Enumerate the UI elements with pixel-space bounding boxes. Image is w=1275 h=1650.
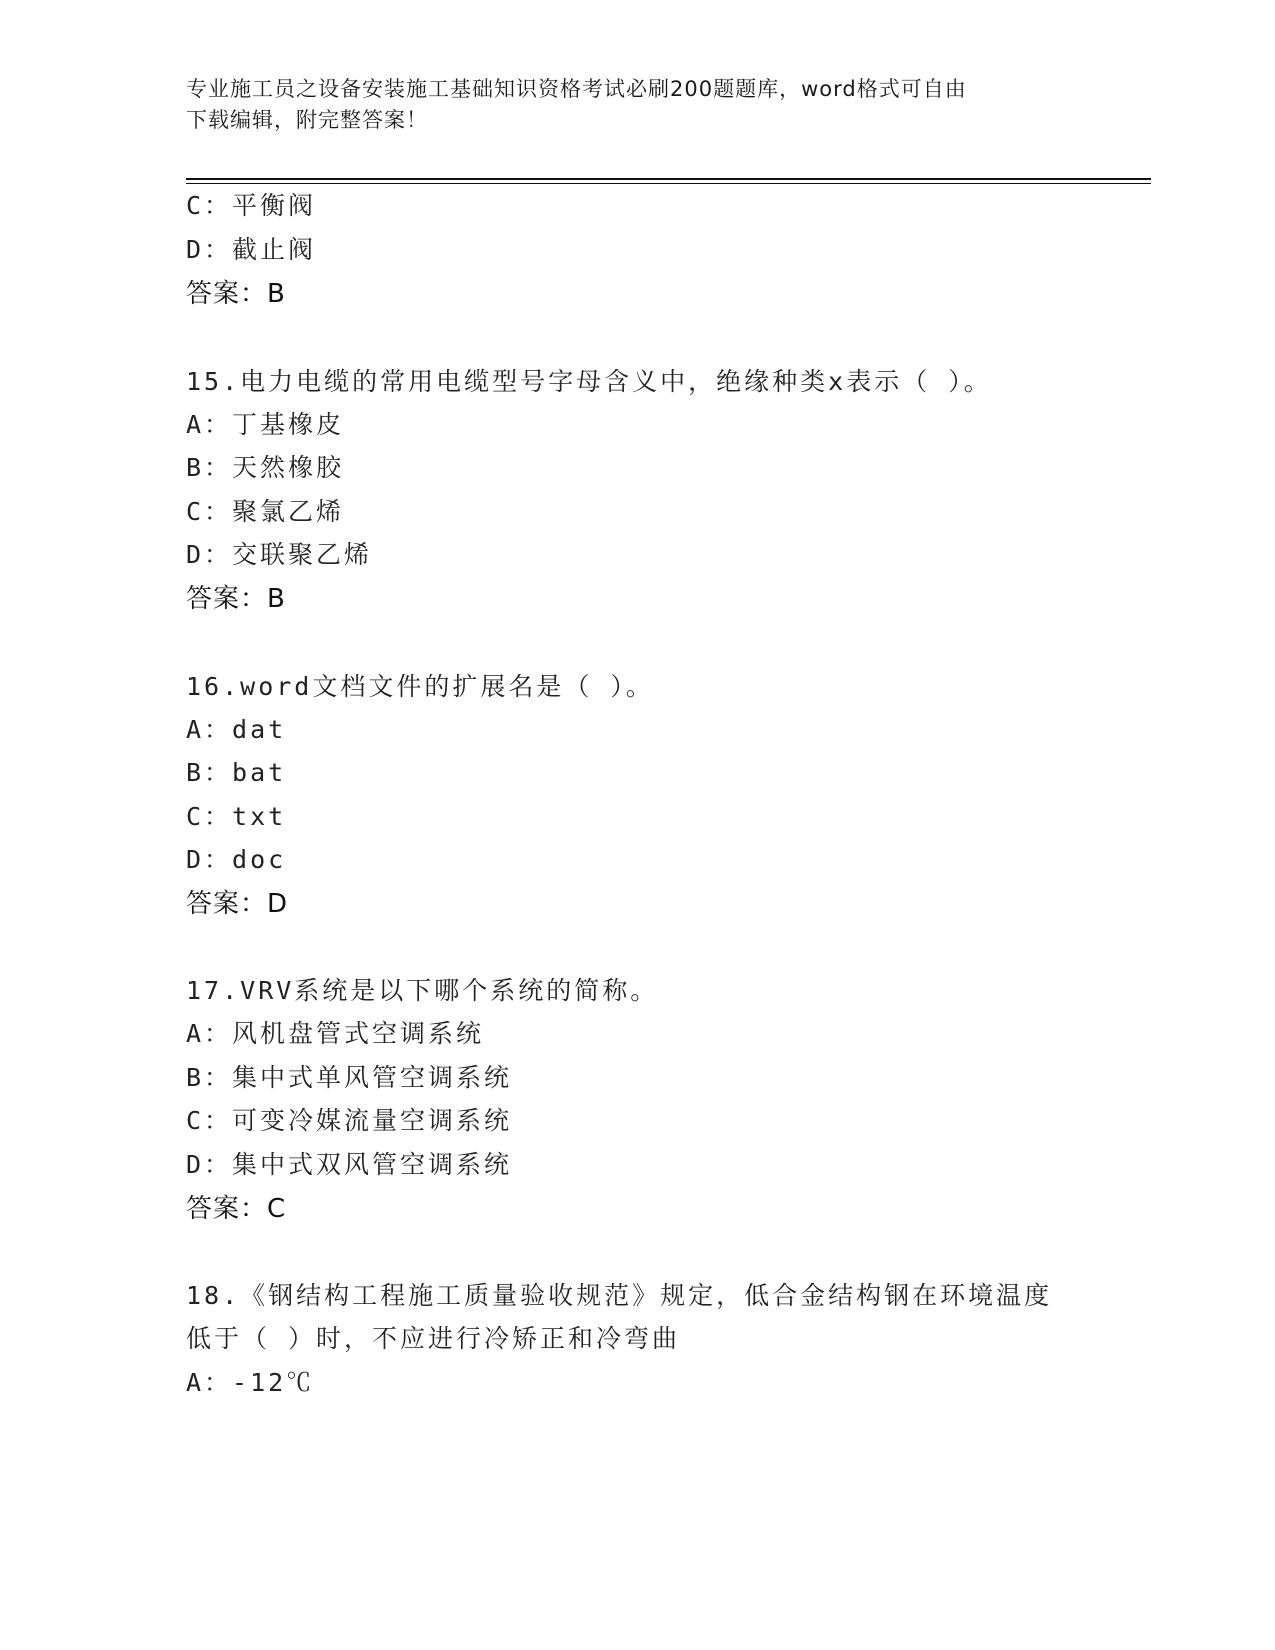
q17-stem: 17.VRV系统是以下哪个系统的简称。: [186, 976, 659, 1005]
q18-stem-line-1: 18.《钢结构工程施工质量验收规范》规定，低合金结构钢在环境温度: [186, 1281, 1053, 1310]
document-header: [186, 74, 1066, 136]
q15-option-a: A：丁基橡皮: [186, 410, 345, 439]
header-title-line-1: 专业施工员之设备安装施工基础知识资格考试必刷200题题库，word格式可自由: [186, 77, 967, 101]
q16-option-a: A：dat: [186, 715, 287, 744]
q18-option-a: A：-12℃: [186, 1368, 315, 1397]
q16-option-d: D：doc: [186, 845, 287, 874]
q16-option-c: C：txt: [186, 802, 287, 831]
q17-option-d: D：集中式双风管空调系统: [186, 1150, 513, 1179]
header-rule-thin: [186, 183, 1151, 184]
prev-option-c: C：平衡阀: [186, 191, 317, 220]
prev-answer: 答案：B: [186, 279, 286, 309]
q17-option-c: C：可变冷媒流量空调系统: [186, 1106, 513, 1135]
header-title-line-2: 下载编辑，附完整答案！: [186, 108, 428, 132]
q17-option-b: B：集中式单风管空调系统: [186, 1063, 513, 1092]
q15-stem: 15.电力电缆的常用电缆型号字母含义中，绝缘种类x表示（ ）。: [186, 367, 992, 396]
q16-option-b: B：bat: [186, 758, 287, 787]
prev-option-d: D：截止阀: [186, 235, 317, 264]
header-rule-thick: [186, 178, 1151, 180]
q16-answer: 答案：D: [186, 889, 289, 919]
q15-option-d: D：交联聚乙烯: [186, 540, 373, 569]
q15-option-c: C：聚氯乙烯: [186, 497, 345, 526]
q15-option-b: B：天然橡胶: [186, 453, 345, 482]
q15-answer: 答案：B: [186, 584, 286, 614]
q17-answer: 答案：C: [186, 1194, 287, 1224]
q18-stem-line-2: 低于（ ）时，不应进行冷矫正和冷弯曲: [186, 1324, 681, 1353]
q17-option-a: A：风机盘管式空调系统: [186, 1019, 485, 1048]
q16-stem: 16.word文档文件的扩展名是（ ）。: [186, 672, 654, 701]
